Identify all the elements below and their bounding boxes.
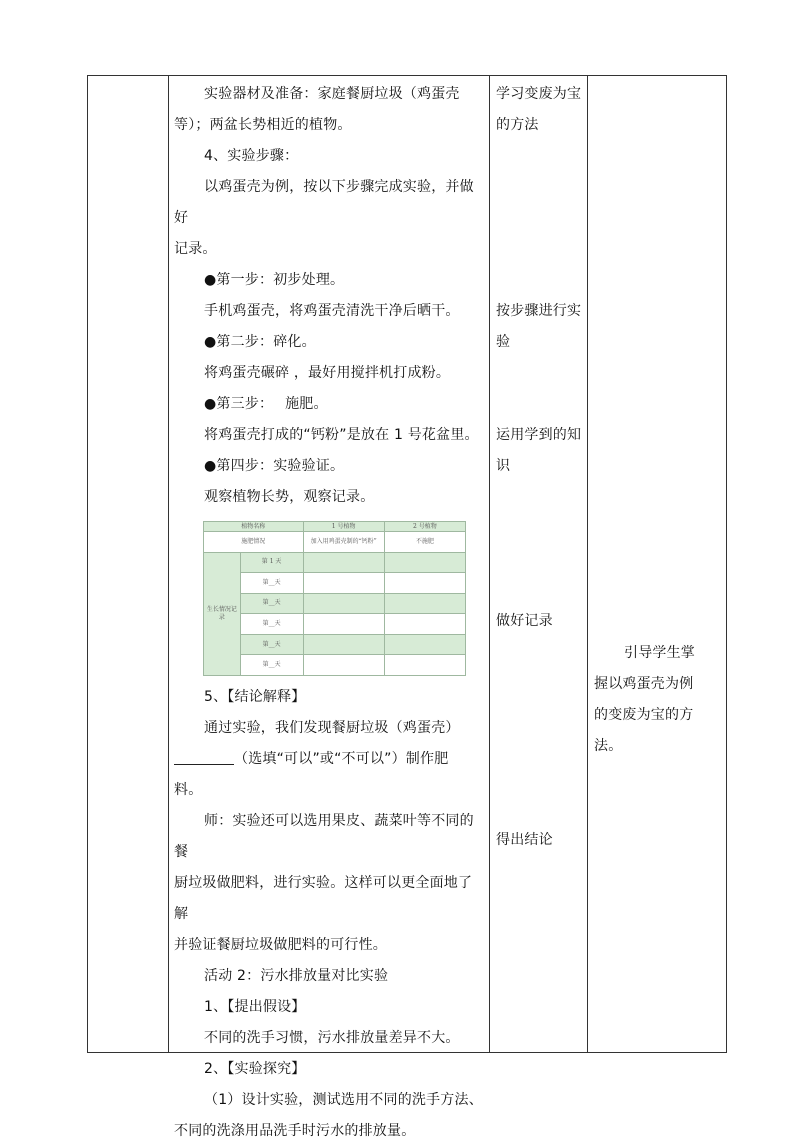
steps-intro: 以鸡蛋壳为例，按以下步骤完成实验，并做好: [174, 179, 474, 226]
student-activity-text: 验: [496, 334, 511, 350]
student-activity-text: 运用学到的知: [496, 427, 582, 443]
teacher-note: 师：实验还可以选用果皮、蔬菜叶等不同的餐: [174, 813, 474, 860]
table-header-cell: 植物名称: [204, 522, 304, 532]
table-cell: [384, 614, 465, 635]
step-1-title: ●第一步：初步处理。: [204, 272, 345, 288]
materials-line: 等）；两盆长势相近的植物。: [174, 117, 352, 133]
table-cell: 不施肥: [384, 532, 465, 553]
conclusion-text: 料。: [174, 782, 203, 798]
step-1-text: 手机鸡蛋壳，将鸡蛋壳清洗干净后晒干。: [204, 303, 460, 319]
conclusion-text: 通过实验，我们发现餐厨垃圾（鸡蛋壳）: [204, 720, 460, 736]
step-4-text: 观察植物长势，观察记录。: [204, 489, 375, 505]
table-header-cell: 2 号植物: [384, 522, 465, 532]
table-cell: [303, 573, 384, 594]
table-row-label: 生长情况记录: [204, 552, 241, 675]
explore-text: （1）设计实验，测试选用不同的洗手方法、: [204, 1092, 483, 1108]
student-activity-text: 得出结论: [496, 832, 553, 848]
table-header-cell: 1 号植物: [303, 522, 384, 532]
teacher-note: 并验证餐厨垃圾做肥料的可行性。: [174, 937, 387, 953]
steps-heading: 4、实验步骤：: [204, 148, 299, 164]
table-cell: [303, 614, 384, 635]
table-cell: [384, 634, 465, 655]
table-cell: [384, 593, 465, 614]
student-activity-text: 学习变废为宝: [496, 86, 582, 102]
lesson-plan-table: [87, 75, 727, 1139]
hypothesis-title: 1、【提出假设】: [204, 999, 306, 1015]
design-intent-text: 引导学生掌: [624, 645, 695, 661]
table-cell: [303, 593, 384, 614]
fill-in-blank: [174, 750, 234, 765]
column-divider: [587, 76, 588, 1052]
conclusion-text: （选填“可以”或“不可以”）制作肥: [234, 751, 449, 767]
student-activity-cell: [490, 76, 587, 856]
table-day-cell: 第__天: [240, 655, 303, 676]
design-intent-text: 法。: [594, 738, 623, 754]
table-cell: [303, 552, 384, 573]
table-cell: [384, 655, 465, 676]
student-activity-text: 的方法: [496, 117, 539, 133]
table-cell: [384, 573, 465, 594]
conclusion-fill-line: [174, 744, 483, 775]
table-day-cell: 第__天: [240, 634, 303, 655]
design-intent-text: 握以鸡蛋壳为例: [594, 676, 694, 692]
step-4-title: ●第四步：实验验证。: [204, 458, 345, 474]
table-day-cell: 第 1 天: [240, 552, 303, 573]
explore-text: 不同的洗涤用品洗手时污水的排放量。: [174, 1123, 416, 1139]
teacher-note: 厨垃圾做肥料，进行实验。这样可以更全面地了解: [174, 875, 473, 922]
table-day-cell: 第__天: [240, 614, 303, 635]
step-2-title: ●第二步：碎化。: [204, 334, 316, 350]
teaching-content-cell: [169, 76, 489, 1147]
step-3-title: ●第三步： 施肥。: [204, 396, 328, 412]
step-2-text: 将鸡蛋壳碾碎 ，最好用搅拌机打成粉。: [204, 365, 451, 381]
steps-intro: 记录。: [174, 241, 217, 257]
student-activity-text: 做好记录: [496, 613, 553, 629]
hypothesis-text: 不同的洗手习惯，污水排放量差异不大。: [204, 1030, 460, 1046]
table-cell: 加入用鸡蛋壳制的“钙粉”: [303, 532, 384, 553]
table-cell: [303, 655, 384, 676]
conclusion-title: 5、【结论解释】: [204, 689, 306, 705]
student-activity-text: 识: [496, 458, 511, 474]
table-cell: 施肥情况: [204, 532, 304, 553]
table-day-cell: 第__天: [240, 593, 303, 614]
design-intent-text: 的变废为宝的方: [594, 707, 694, 723]
activity-2-title: 活动 2：污水排放量对比实验: [204, 968, 389, 984]
observation-record-table: [203, 521, 466, 676]
table-day-cell: 第__天: [240, 573, 303, 594]
design-intent-cell: [588, 638, 728, 762]
step-3-text: 将鸡蛋壳打成的“钙粉”是放在 1 号花盆里。: [204, 427, 479, 443]
materials-line: 实验器材及准备：家庭餐厨垃圾（鸡蛋壳: [204, 86, 460, 102]
student-activity-text: 按步骤进行实: [496, 303, 582, 319]
explore-title: 2、【实验探究】: [204, 1061, 306, 1077]
table-cell: [384, 552, 465, 573]
table-cell: [303, 634, 384, 655]
